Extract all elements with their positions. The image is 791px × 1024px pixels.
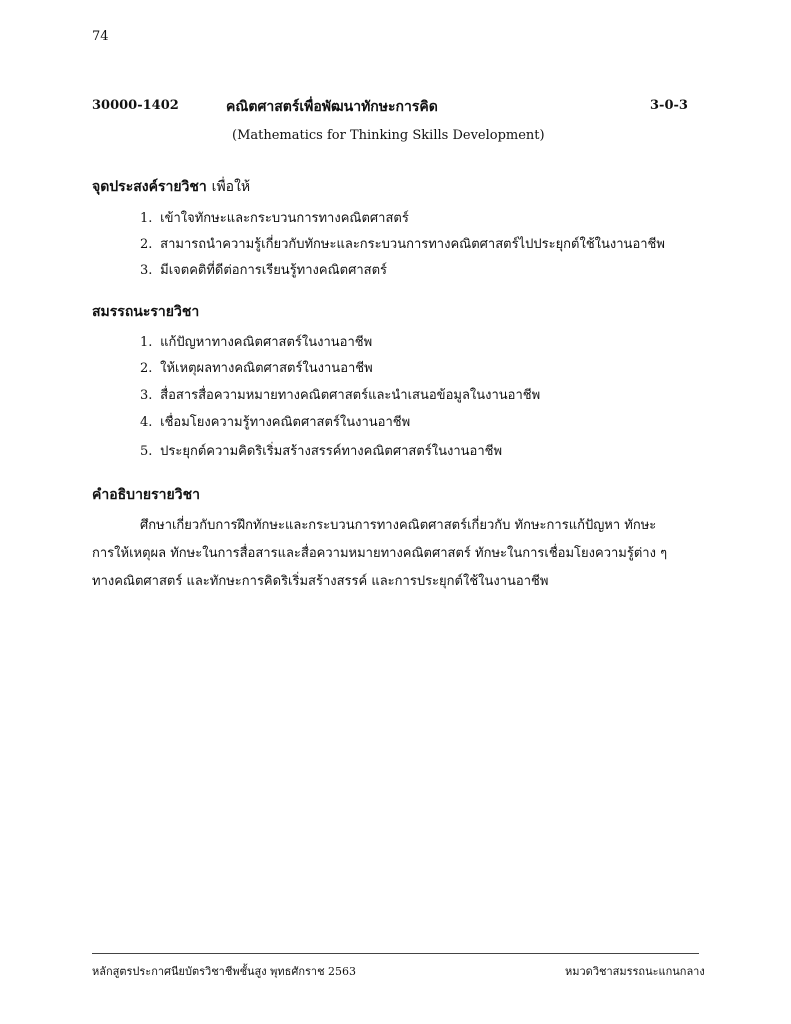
- footer-curriculum: หลักสูตรประกาศนียบัตรวิชาชีพชั้นสูง พุทธศักราช 2563: [92, 965, 357, 978]
- list-text: ให้เหตุผลทางคณิตศาสตร์ในงานอาชีพ: [160, 361, 373, 376]
- competencies-heading: สมรรถนะรายวิชา: [92, 304, 200, 320]
- description-line: ทางคณิตศาสตร์ และทักษะการคิดริเริ่มสร้างสรรค์ และการประยุกต์ใช้ในงานอาชีพ: [92, 574, 549, 589]
- objectives-heading-suffix: เพื่อให้: [211, 179, 251, 195]
- competency-item: [140, 440, 502, 461]
- objective-item: [140, 207, 409, 228]
- course-code: 30000-1402: [92, 98, 179, 113]
- list-number: 5.: [140, 444, 153, 459]
- list-number: 2.: [140, 361, 153, 376]
- objective-item: [140, 259, 387, 280]
- course-credits: 3-0-3: [650, 98, 688, 113]
- list-number: 3.: [140, 263, 153, 278]
- objective-item: [140, 233, 665, 254]
- list-number: 3.: [140, 388, 153, 403]
- list-number: 4.: [140, 415, 153, 430]
- description-line: การให้เหตุผล ทักษะในการสื่อสารและสื่อความหมายทางคณิตศาสตร์ ทักษะในการเชื่อมโยงความรู้ต่าง ๆ: [92, 546, 668, 561]
- objectives-heading-label: จุดประสงค์รายวิชา: [92, 179, 207, 195]
- list-text: ประยุกต์ความคิดริเริ่มสร้างสรรค์ทางคณิตศาสตร์ในงานอาชีพ: [160, 444, 503, 459]
- list-number: 2.: [140, 237, 153, 252]
- list-text: แก้ปัญหาทางคณิตศาสตร์ในงานอาชีพ: [160, 335, 373, 350]
- page-number: 74: [92, 29, 109, 44]
- list-text: เชื่อมโยงความรู้ทางคณิตศาสตร์ในงานอาชีพ: [160, 415, 411, 430]
- footer-category: หมวดวิชาสมรรถนะแกนกลาง: [565, 965, 705, 978]
- competency-item: [140, 384, 540, 405]
- objectives-heading: [92, 176, 250, 198]
- list-text: สามารถนำความรู้เกี่ยวกับทักษะและกระบวนการทางคณิตศาสตร์ไปประยุกต์ใช้ในงานอาชีพ: [160, 237, 665, 252]
- list-number: 1.: [140, 211, 153, 226]
- competency-item: [140, 411, 410, 432]
- course-title-thai: คณิตศาสตร์เพื่อพัฒนาทักษะการคิด: [226, 99, 438, 115]
- list-number: 1.: [140, 335, 153, 350]
- list-text: มีเจตคติที่ดีต่อการเรียนรู้ทางคณิตศาสตร์: [160, 263, 388, 278]
- list-text: สื่อสารสื่อความหมายทางคณิตศาสตร์และนำเสนอข้อมูลในงานอาชีพ: [160, 388, 541, 403]
- description-heading: คำอธิบายรายวิชา: [92, 487, 200, 503]
- list-text: เข้าใจทักษะและกระบวนการทางคณิตศาสตร์: [160, 211, 409, 226]
- course-title-english: (Mathematics for Thinking Skills Development): [232, 128, 545, 143]
- competency-item: [140, 331, 372, 352]
- competency-item: [140, 357, 373, 378]
- footer-divider: [92, 953, 699, 954]
- description-line: ศึกษาเกี่ยวกับการฝึกทักษะและกระบวนการทางคณิตศาสตร์เกี่ยวกับ ทักษะการแก้ปัญหา ทักษะ: [140, 518, 657, 533]
